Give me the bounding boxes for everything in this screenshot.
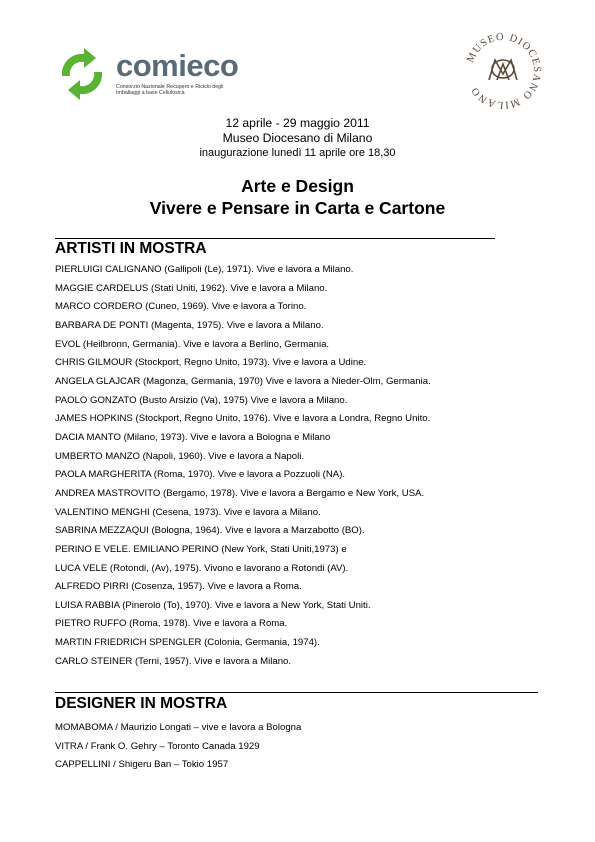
artist-item: BARBARA DE PONTI (Magenta, 1975). Vive e lavora a Milano.	[55, 319, 324, 331]
artist-item: JAMES HOPKINS (Stockport, Regno Unito, 1976). Vive e lavora a Londra, Regno Unito.	[55, 413, 431, 425]
artist-item: CARLO STEINER (Terni, 1957). Vive e lavora a Milano.	[55, 655, 292, 667]
artist-item: MARTIN FRIEDRICH SPENGLER (Colonia, Germania, 1974).	[55, 637, 320, 649]
museo-diocesano-logo	[462, 30, 544, 112]
artist-item: UMBERTO MANZO (Napoli, 1960). Vive e lavora a Napoli.	[55, 450, 305, 462]
comieco-logo	[54, 44, 244, 106]
artist-item: ANGELA GLAJCAR (Magonza, Germania, 1970) Vive e lavora a Nieder-Olm, Germania.	[55, 375, 431, 387]
recycle-arrows-icon	[54, 46, 110, 102]
artists-heading: ARTISTI IN MOSTRA	[55, 240, 207, 257]
designer-item: VITRA / Frank O. Gehry – Toronto Canada 1929	[55, 740, 260, 752]
artist-item: ANDREA MASTROVITO (Bergamo, 1978). Vive e lavora a Bergamo e New York, USA.	[55, 487, 425, 499]
title-line-2: Vivere e Pensare in Carta e Cartone	[149, 198, 446, 218]
artist-item: PERINO E VELE. EMILIANO PERINO (New York, Stati Uniti,1973) e	[55, 543, 347, 555]
exhibition-dates: 12 aprile - 29 maggio 2011	[225, 116, 370, 130]
artist-item: LUISA RABBIA (Pinerolo (To), 1970). Vive e lavora a New York, Stati Uniti.	[55, 599, 371, 611]
artist-item: MARCO CORDERO (Cuneo, 1969). Vive e lavora a Torino.	[55, 301, 307, 313]
comieco-wordmark: comieco	[116, 48, 239, 83]
artists-divider	[55, 238, 495, 239]
designers-heading: DESIGNER IN MOSTRA	[55, 695, 228, 712]
artists-list	[55, 261, 431, 671]
artist-item: PAOLA MARGHERITA (Roma, 1970). Vive e lavora a Pozzuoli (NA).	[55, 469, 346, 481]
svg-text:MUSEO DIOCESANO MILANO	[465, 32, 542, 110]
artist-item: EVOL (Heilbronn, Germania). Vive e lavora a Berlino, Germania.	[55, 338, 330, 350]
exhibition-venue: Museo Diocesano di Milano	[222, 131, 373, 145]
exhibition-info	[0, 116, 595, 160]
artist-item: PIETRO RUFFO (Roma, 1978). Vive e lavora a Roma.	[55, 618, 288, 630]
title-line-1: Arte e Design	[241, 176, 354, 196]
designer-item: CAPPELLINI / Shigeru Ban – Tokio 1957	[55, 759, 229, 771]
exhibition-opening: inaugurazione lunedì 11 aprile ore 18,30	[199, 147, 396, 159]
artist-item: MAGGIE CARDELUS (Stati Uniti, 1962). Vive e lavora a Milano.	[55, 282, 328, 294]
artist-item: LUCA VELE (Rotondi, (Av), 1975). Vivono e lavorano a Rotondi (AV).	[55, 562, 349, 574]
designer-item: MOMABOMA / Maurizio Longati – vive e lavora a Bologna	[55, 722, 302, 733]
artist-item: PAOLO GONZATO (Busto Arsizio (Va), 1975) Vive e lavora a Milano.	[55, 394, 348, 406]
artist-item: SABRINA MEZZAQUI (Bologna, 1964). Vive e lavora a Marzabotto (BO).	[55, 525, 365, 537]
exhibition-title	[0, 175, 595, 219]
artist-item: ALFREDO PIRRI (Cosenza, 1957). Vive e lavora a Roma.	[55, 581, 302, 593]
designers-list	[55, 719, 301, 775]
designers-divider	[55, 692, 538, 693]
artist-item: VALENTINO MENGHI (Cesena, 1973). Vive e lavora a Milano.	[55, 506, 321, 518]
artist-item: PIERLUIGI CALIGNANO (Gallipoli (Le), 1971). Vive e lavora a Milano.	[55, 264, 354, 275]
museum-seal-icon	[462, 30, 544, 112]
comieco-subtitle: Consorzio Nazionale Recupero e Riciclo degli Imballaggi a base Cellulosica	[116, 84, 224, 96]
artist-item: DACIA MANTO (Milano, 1973). Vive e lavora a Bologna e Milano	[55, 431, 331, 443]
museo-ring-text: MUSEO DIOCESANO MILANO	[465, 31, 543, 111]
artist-item: CHRIS GILMOUR (Stockport, Regno Unito, 1973). Vive e lavora a Udine.	[55, 357, 367, 369]
